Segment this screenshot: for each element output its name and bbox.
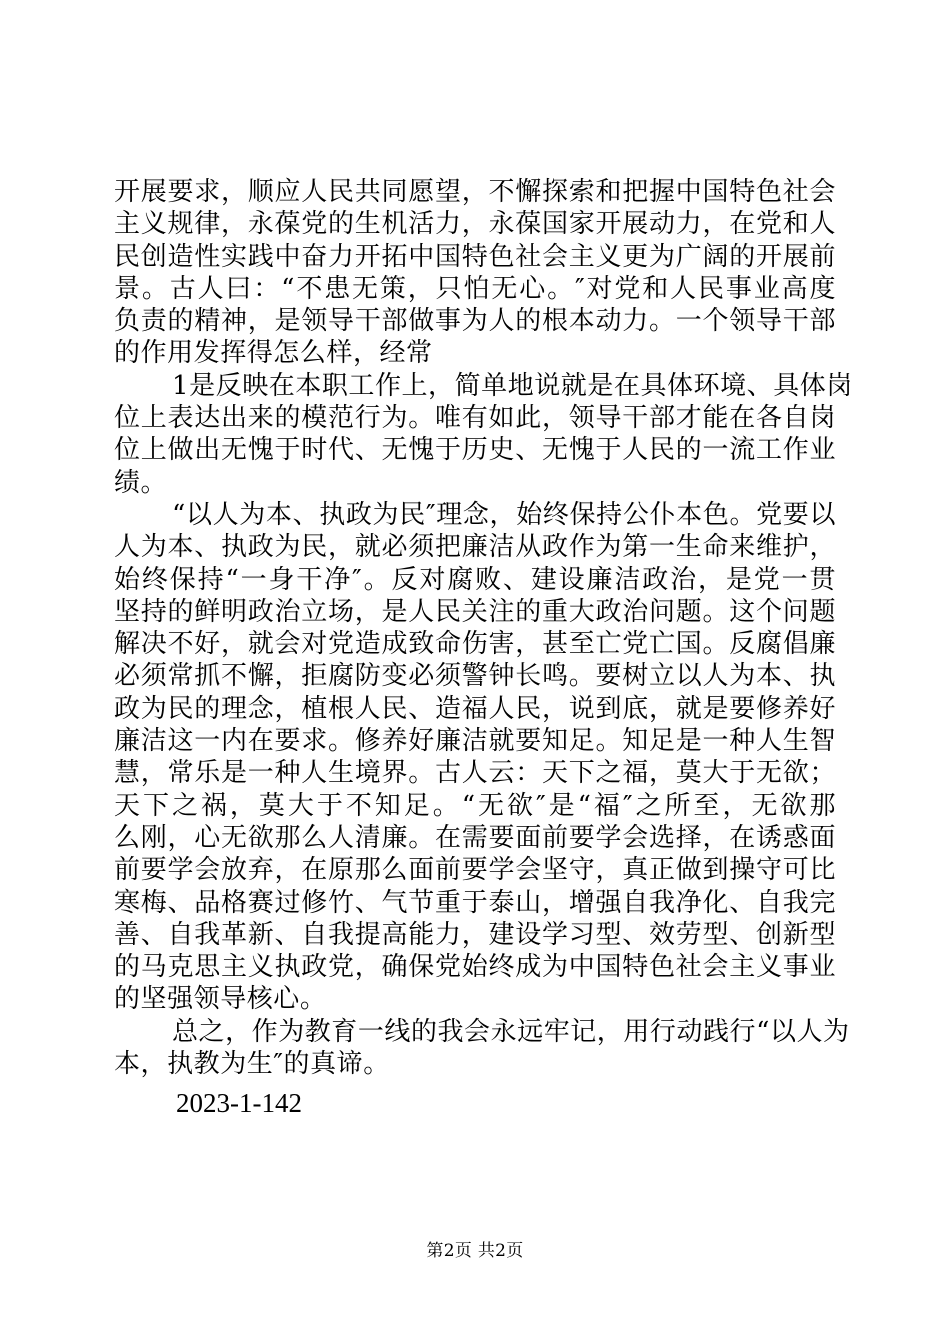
- text-line: 始终保持“一身干净″。反对腐败、建设廉洁政治，是党一贯: [114, 564, 836, 595]
- text-line: 民创造性实践中奋力开拓中国特色社会主义更为广阔的开展前: [114, 241, 836, 272]
- text-line: 绩。: [114, 467, 168, 498]
- text-line: 开展要求，顺应人民共同愿望，不懈探索和把握中国特色社会: [114, 177, 836, 207]
- text-line: 善、自我革新、自我提高能力，建设学习型、效劳型、创新型: [114, 919, 836, 950]
- text-line: 总之，作为教育一线的我会永远牢记，用行动践行“以人为: [172, 1016, 850, 1047]
- text-line: 天下之祸，莫大于不知足。“无欲″是“福″之所至，无欲那: [114, 790, 836, 821]
- text-line: 必须常抓不懈，拒腐防变必须警钟长鸣。要树立以人为本、执: [114, 661, 836, 692]
- text-line: 负责的精神，是领导干部做事为人的根本动力。一个领导干部: [114, 306, 836, 337]
- text-line: 么刚，心无欲那么人清廉。在需要面前要学会选择，在诱惑面: [114, 822, 836, 853]
- text-line: 寒梅、品格赛过修竹、气节重于泰山，增强自我净化、自我完: [114, 887, 836, 918]
- text-line: 主义规律，永葆党的生机活力，永葆国家开展动力，在党和人: [114, 209, 836, 240]
- text-line: “以人为本、执政为民″理念，始终保持公仆本色。党要以: [172, 499, 836, 530]
- text-line: 的作用发挥得怎么样，经常: [114, 338, 433, 369]
- page-number-footer: 第2页 共2页: [426, 1241, 524, 1261]
- document-body: [114, 176, 853, 1120]
- text-line: 景。古人曰：“不患无策，只怕无心。″对党和人民事业高度: [114, 273, 836, 304]
- text-line: 廉洁这一内在要求。修养好廉洁就要知足。知足是一种人生智: [114, 726, 836, 757]
- text-line: 坚持的鲜明政治立场，是人民关注的重大政治问题。这个问题: [114, 596, 836, 627]
- document-date: 2023-1-142: [176, 1088, 302, 1119]
- text-line: 解决不好，就会对党造成致命伤害，甚至亡党亡国。反腐倡廉: [114, 629, 836, 660]
- text-line: 位上做出无愧于时代、无愧于历史、无愧于人民的一流工作业: [114, 435, 836, 466]
- text-line: 政为民的理念，植根人民、造福人民，说到底，就是要修养好: [114, 693, 836, 724]
- text-line: 的马克思主义执政党，确保党始终成为中国特色社会主义事业: [114, 952, 836, 983]
- text-line: 人为本、执政为民，就必须把廉洁从政作为第一生命来维护，: [114, 532, 836, 563]
- text-line: 慧，常乐是一种人生境界。古人云：天下之福，莫大于无欲；: [114, 758, 836, 789]
- text-line: 本，执教为生″的真谛。: [114, 1049, 390, 1080]
- text-line: 前要学会放弃，在原那么面前要学会坚守，真正做到操守可比: [114, 855, 836, 886]
- text-line: 的坚强领导核心。: [114, 984, 327, 1015]
- text-line: 1是反映在本职工作上，简单地说就是在具体环境、具体岗: [172, 370, 853, 401]
- text-line: 位上表达出来的模范行为。唯有如此，领导干部才能在各自岗: [114, 403, 836, 434]
